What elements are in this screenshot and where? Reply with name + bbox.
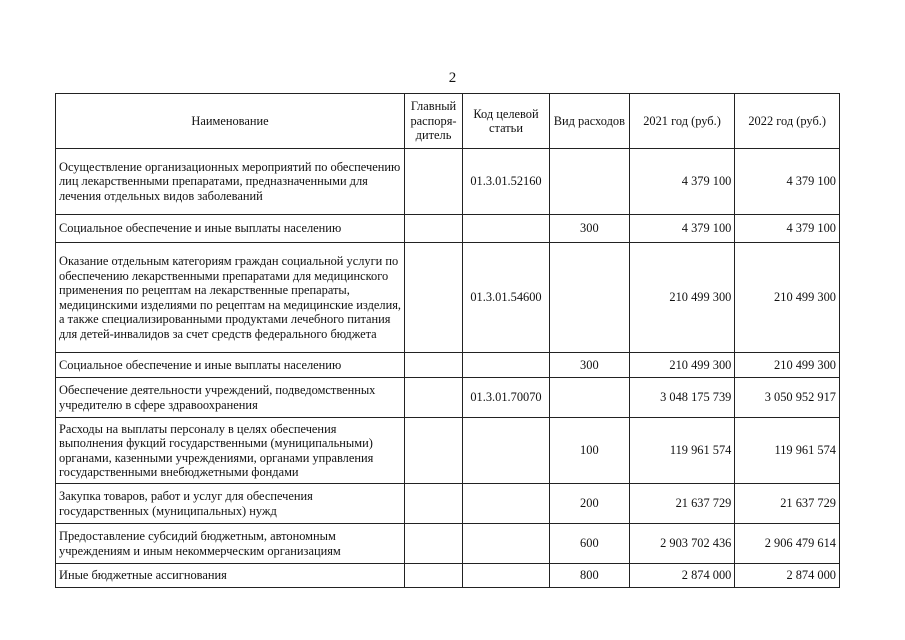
row-2022: 210 499 300 [735, 353, 840, 378]
table-row [56, 564, 840, 588]
row-code [463, 524, 550, 564]
row-2022: 2 906 479 614 [735, 524, 840, 564]
row-admin [405, 215, 463, 243]
row-type: 300 [549, 215, 629, 243]
table-row [56, 353, 840, 378]
table-row [56, 418, 840, 484]
header-2021: 2021 год (руб.) [629, 94, 735, 149]
row-2022: 210 499 300 [735, 243, 840, 353]
row-type: 300 [549, 353, 629, 378]
budget-table [55, 93, 840, 588]
row-2021: 119 961 574 [629, 418, 735, 484]
row-type: 200 [549, 484, 629, 524]
row-code: 01.3.01.54600 [463, 243, 550, 353]
row-2021: 2 903 702 436 [629, 524, 735, 564]
row-type [549, 378, 629, 418]
row-2021: 3 048 175 739 [629, 378, 735, 418]
row-2021: 210 499 300 [629, 353, 735, 378]
row-type: 600 [549, 524, 629, 564]
row-name: Предоставление субсидий бюджетным, автономным учреждениям и иным некоммерческим организациям [56, 524, 405, 564]
row-code [463, 353, 550, 378]
row-2021: 210 499 300 [629, 243, 735, 353]
row-code [463, 564, 550, 588]
row-name: Осуществление организационных мероприятий по обеспечению лиц лекарственными препаратами, предназначенными для лечения отдельных видов заболеваний [56, 149, 405, 215]
row-name: Закупка товаров, работ и услуг для обеспечения государственных (муниципальных) нужд [56, 484, 405, 524]
row-code: 01.3.01.70070 [463, 378, 550, 418]
row-admin [405, 524, 463, 564]
table-row [56, 215, 840, 243]
page-number: 2 [448, 70, 457, 86]
row-code [463, 215, 550, 243]
header-2022: 2022 год (руб.) [735, 94, 840, 149]
row-admin [405, 564, 463, 588]
row-2021: 2 874 000 [629, 564, 735, 588]
row-admin [405, 378, 463, 418]
row-2022: 3 050 952 917 [735, 378, 840, 418]
row-name: Обеспечение деятельности учреждений, подведомственных учредителю в сфере здравоохранения [56, 378, 405, 418]
row-type [549, 149, 629, 215]
table-row [56, 524, 840, 564]
header-code: Код целевой статьи [463, 94, 550, 149]
row-type: 800 [549, 564, 629, 588]
row-2022: 4 379 100 [735, 149, 840, 215]
row-name: Социальное обеспечение и иные выплаты населению [56, 215, 405, 243]
row-code: 01.3.01.52160 [463, 149, 550, 215]
row-admin [405, 243, 463, 353]
row-admin [405, 418, 463, 484]
row-type: 100 [549, 418, 629, 484]
row-name: Оказание отдельным категориям граждан социальной услуги по обеспечению лекарственными препаратами для медицинского применения по рецептам на лекарственные препараты, медицинскими изделиями по рецептам на медицинские изделия, а также специализированными продуктами лечебного питания для детей-инвалидов за счет средств федерального бюджета [56, 243, 405, 353]
row-name: Социальное обеспечение и иные выплаты населению [56, 353, 405, 378]
table-header-row [56, 94, 840, 149]
header-name: Наименование [56, 94, 405, 149]
row-code [463, 484, 550, 524]
row-2022: 4 379 100 [735, 215, 840, 243]
row-type [549, 243, 629, 353]
row-name: Иные бюджетные ассигнования [56, 564, 405, 588]
row-2021: 4 379 100 [629, 149, 735, 215]
row-2022: 2 874 000 [735, 564, 840, 588]
table-row [56, 149, 840, 215]
row-2021: 4 379 100 [629, 215, 735, 243]
table-row [56, 378, 840, 418]
row-2021: 21 637 729 [629, 484, 735, 524]
row-admin [405, 484, 463, 524]
header-admin: Главный распоря-дитель [405, 94, 463, 149]
table-row [56, 484, 840, 524]
row-code [463, 418, 550, 484]
row-name: Расходы на выплаты персоналу в целях обеспечения выполнения фукций государственными (муниципальными) органами, казенными учреждениями, органами управления государственными внебюджетными фондами [56, 418, 405, 484]
table-row [56, 243, 840, 353]
row-2022: 119 961 574 [735, 418, 840, 484]
row-admin [405, 149, 463, 215]
row-admin [405, 353, 463, 378]
row-2022: 21 637 729 [735, 484, 840, 524]
header-type: Вид расходов [549, 94, 629, 149]
